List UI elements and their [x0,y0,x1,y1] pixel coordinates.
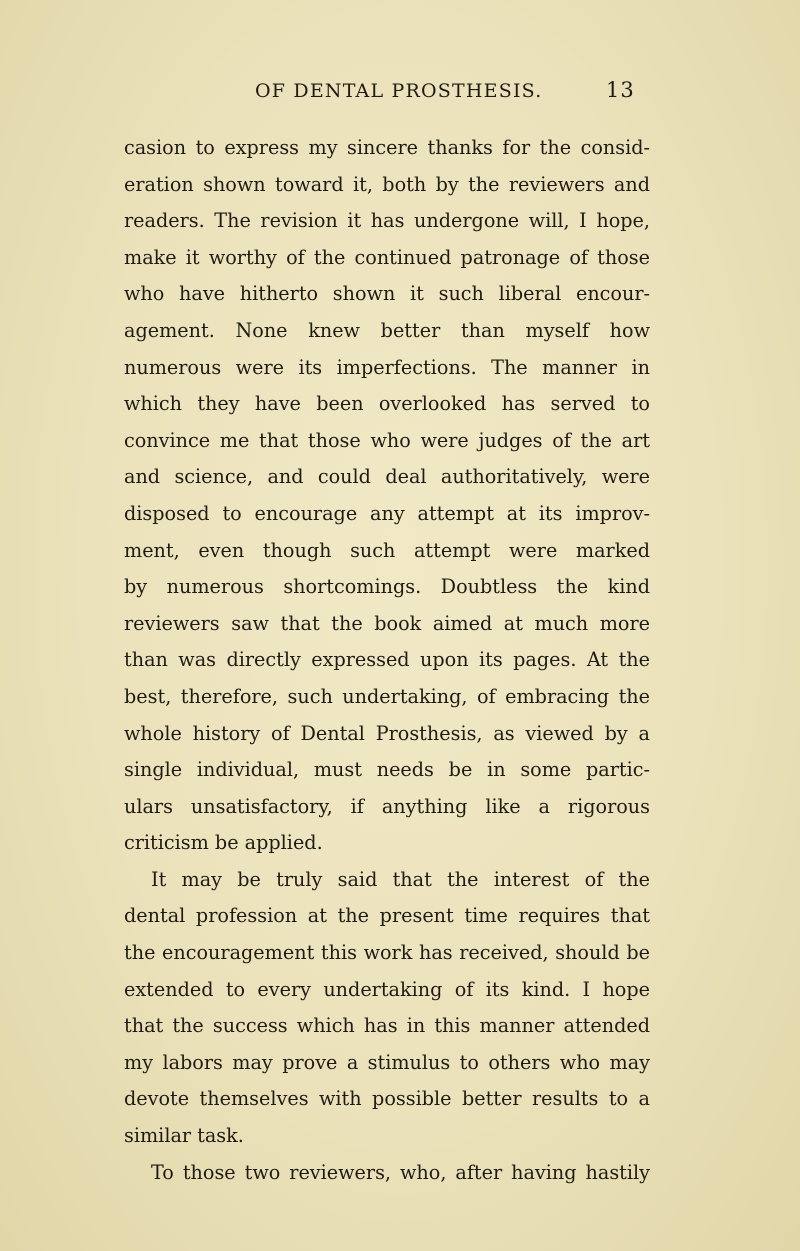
paragraph-end-line: criticism be applied. [124,831,323,855]
text-line: ulars unsatisfactory, if anything like a rigorous [124,794,650,818]
paragraph-start-line: To those two reviewers, who, after having hastily [151,1160,650,1184]
text-line: make it worthy of the continued patronage of those [124,245,650,269]
text-line: my labors may prove a stimulus to others who may [124,1050,650,1074]
text-line: reviewers saw that the book aimed at much more [124,611,650,635]
paragraph-start-line: It may be truly said that the interest of the [151,867,650,891]
running-head [0,80,800,110]
text-line: that the success which has in this manner attended [124,1014,650,1038]
text-line: devote themselves with possible better results to a [124,1087,650,1111]
text-line: convince me that those who were judges of the art [124,428,650,452]
paragraph-end-line: similar task. [124,1124,244,1148]
text-line: disposed to encourage any attempt at its improv- [124,501,650,525]
running-title: OF DENTAL PROSTHESIS. [255,80,543,102]
text-line: and science, and could deal authoritatively, were [124,465,650,489]
text-line: which they have been overlooked has served to [124,392,650,416]
text-line: agement. None knew better than myself how [124,318,650,342]
text-line: single individual, must needs be in some partic- [124,758,650,782]
page-number: 13 [606,78,635,102]
text-line: ment, even though such attempt were marked [124,538,650,562]
body-text [124,130,650,1191]
text-line: by numerous shortcomings. Doubtless the kind [124,575,650,599]
text-line: the encouragement this work has received, should be [124,941,650,965]
text-line: readers. The revision it has undergone will, I hope, [124,209,650,233]
text-line: whole history of Dental Prosthesis, as viewed by a [124,721,650,745]
text-line: extended to every undertaking of its kind. I hope [124,977,650,1001]
text-line: than was directly expressed upon its pages. At the [124,648,650,672]
text-line: best, therefore, such undertaking, of embracing the [124,684,650,708]
text-line: dental profession at the present time requires that [124,904,650,928]
text-line: numerous were its imperfections. The manner in [124,355,650,379]
text-line: eration shown toward it, both by the reviewers and [124,172,650,196]
text-line: casion to express my sincere thanks for the consid- [124,136,650,159]
text-line: who have hitherto shown it such liberal encour- [124,282,650,306]
